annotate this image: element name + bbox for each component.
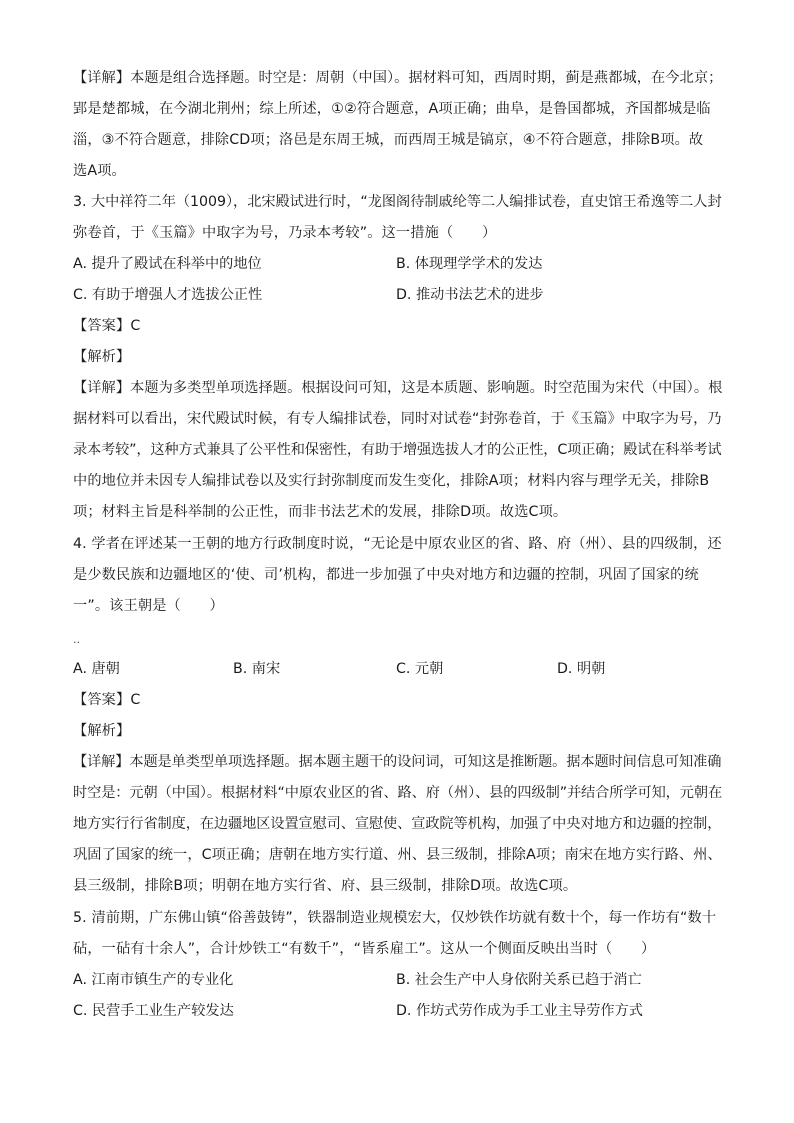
q4-detail-line-5: 县三级制，排除B项；明朝在地方实行省、府、县三级制，排除D项。故选C项。 [73, 878, 578, 894]
q5-stem-line-1: 5. 清前期，广东佛山镇“俗善鼓铸”，铁器制造业规模宏大，仅炒铁作坊就有数十个，每一作坊有“数十 [73, 910, 717, 926]
q2-detail-line-2: 郢是楚都城，在今湖北荆州；综上所述，①②符合题意，A项正确；曲阜，是鲁国都城，齐国都城是临 [73, 101, 711, 117]
q3-detail-line-3: 录本考较”，这种方式兼具了公平性和保密性，有助于增强选拔人才的公正性，C项正确；殿试在科举考试 [73, 442, 722, 458]
q5-stem-line-2: 砧，一砧有十余人”，合计炒铁工“有数千”，“皆系雇工”。这从一个侧面反映出当时（ ） [73, 941, 656, 957]
q5-option-d: D. 作坊式劳作成为手工业主导劳作方式 [396, 1003, 643, 1019]
q4-option-a: A. 唐朝 [73, 661, 120, 677]
q3-analysis-label: 【解析】 [73, 349, 131, 365]
q3-option-c: C. 有助于增强人才选拔公正性 [73, 287, 263, 303]
q4-option-b: B. 南宋 [233, 661, 281, 677]
q4-stem-line-2: 是少数民族和边疆地区的‘使、司’机构，都进一步加强了中央对地方和边疆的控制，巩固了国家的统 [73, 567, 699, 583]
q3-detail-line-1: 【详解】本题为多类型单项选择题。根据设问可知，这是本质题、影响题。时空范围为宋代（中国）。根 [73, 380, 723, 396]
q4-dots: .. [73, 633, 80, 646]
q3-answer: 【答案】C [73, 318, 141, 334]
q3-stem-line-1: 3. 大中祥符二年（1009），北宋殿试进行时，“龙图阁待制戚纶等二人编排试卷，直史馆王希逸等二人封 [73, 194, 722, 210]
q4-stem-line-1: 4. 学者在评述某一王朝的地方行政制度时说，“无论是中原农业区的省、路、府（州）、县的四级制，还 [73, 536, 722, 552]
q3-option-d: D. 推动书法艺术的进步 [396, 287, 544, 303]
q2-detail-line-3: 淄，③不符合题意，排除CD项；洛邑是东周王城，而西周王城是镐京，④不符合题意，排除B项。故 [73, 132, 704, 148]
q3-detail-line-4: 中的地位并未因专人编排试卷以及实行封弥制度而发生变化，排除A项；材料内容与理学无关，排除B [73, 473, 710, 489]
q4-detail-line-4: 巩固了国家的统一，C项正确；唐朝在地方实行道、州、县三级制，排除A项；南宋在地方实行路、州、 [73, 847, 722, 863]
q3-detail-line-5: 项；材料主旨是科举制的公正性，而非书法艺术的发展，排除D项。故选C项。 [73, 504, 568, 520]
q2-detail-line-4: 选A项。 [73, 163, 126, 179]
q3-option-b: B. 体现理学学术的发达 [396, 256, 543, 272]
q5-option-b: B. 社会生产中人身依附关系已趋于消亡 [396, 972, 642, 988]
q4-answer: 【答案】C [73, 692, 141, 708]
q4-option-d: D. 明朝 [557, 661, 606, 677]
q4-detail-line-2: 时空是：元朝（中国）。根据材料“中原农业区的省、路、府（州）、县的四级制”并结合所学可知，元朝在 [73, 785, 723, 801]
q4-stem-line-3: 一”。该王朝是（ ） [73, 598, 224, 614]
q3-option-a: A. 提升了殿试在科举中的地位 [73, 256, 262, 272]
q2-detail-line-1: 【详解】本题是组合选择题。时空是：周朝（中国）。据材料可知，西周时期，蓟是燕都城，在今北京； [73, 70, 723, 86]
q3-detail-line-2: 据材料可以看出，宋代殿试时候，有专人编排试卷，同时对试卷“封弥卷首，于《玉篇》中取字为号，乃 [73, 411, 722, 427]
q4-option-c: C. 元朝 [396, 661, 444, 677]
q4-analysis-label: 【解析】 [73, 723, 131, 739]
q4-detail-line-3: 地方实行行省制度，在边疆地区设置宣慰司、宣慰使、宣政院等机构，加强了中央对地方和边疆的控制， [73, 816, 722, 832]
q4-detail-line-1: 【详解】本题是单类型单项选择题。据本题主题干的设问词，可知这是推断题。据本题时间信息可知准确 [73, 754, 722, 770]
q5-option-a: A. 江南市镇生产的专业化 [73, 972, 234, 988]
q3-stem-line-2: 弥卷首，于《玉篇》中取字为号，乃录本考较”。这一措施（ ） [73, 225, 497, 241]
q5-option-c: C. 民营手工业生产较发达 [73, 1003, 234, 1019]
